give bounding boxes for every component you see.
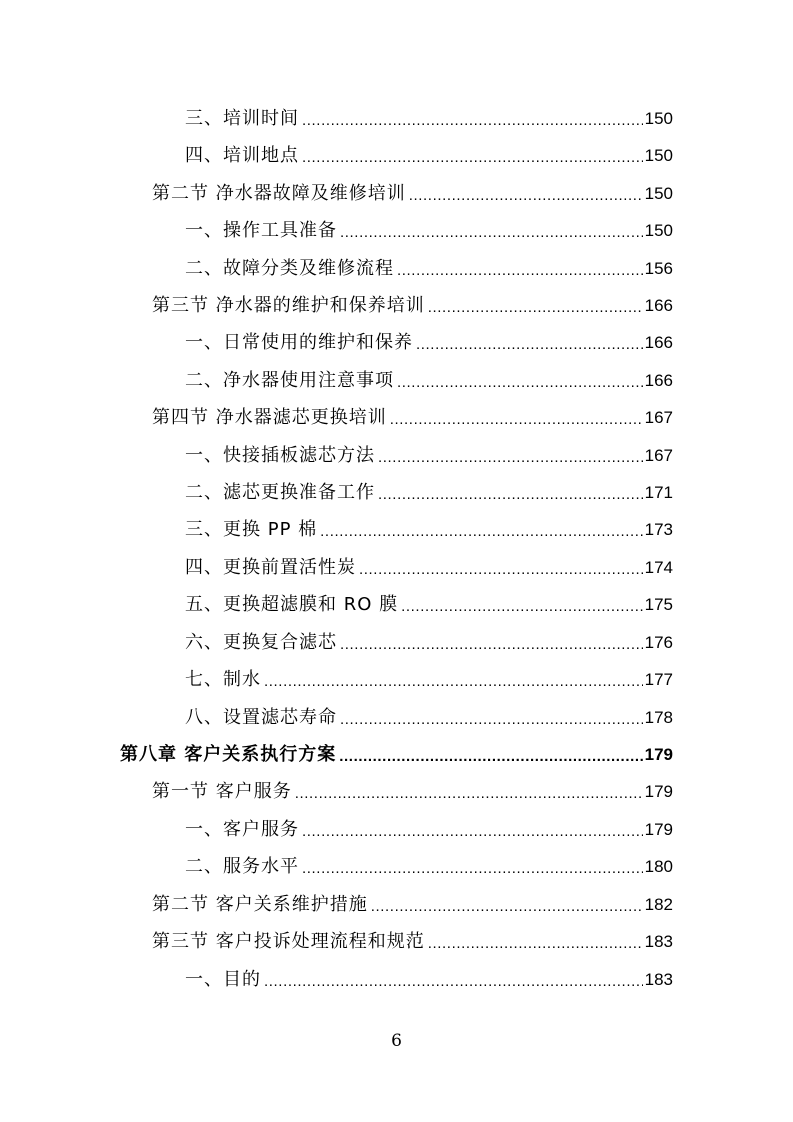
toc-entry-page: 166	[644, 371, 673, 390]
toc-entry-page: 167	[644, 408, 673, 427]
toc-entry-label: 七、制水	[185, 669, 261, 690]
toc-entry-label: 一、快接插板滤芯方法	[185, 445, 375, 466]
toc-leader-dots	[378, 482, 643, 504]
toc-entry-page: 150	[644, 109, 673, 128]
toc-entry-page: 156	[644, 259, 673, 278]
page-number: 6	[391, 1031, 402, 1051]
toc-leader-dots	[401, 594, 643, 616]
toc-entry-label: 一、日常使用的维护和保养	[185, 332, 413, 353]
toc-entry-page: 183	[644, 970, 673, 989]
toc-entry-page: 183	[644, 932, 673, 951]
toc-entry[interactable]	[152, 923, 673, 953]
toc-entry-label: 三、培训时间	[185, 108, 299, 129]
toc-leader-dots	[302, 819, 643, 841]
toc-entry-page: 178	[644, 708, 673, 727]
toc-entry-label: 第一节 客户服务	[152, 781, 292, 802]
toc-entry[interactable]	[152, 886, 673, 916]
toc-entry[interactable]	[185, 362, 673, 392]
toc-leader-dots	[340, 220, 643, 242]
toc-entry[interactable]	[152, 773, 673, 803]
toc-leader-dots	[320, 519, 642, 541]
toc-entry-label: 一、客户服务	[185, 819, 299, 840]
toc-entry-label: 二、净水器使用注意事项	[185, 370, 394, 391]
toc-entry-page: 177	[644, 670, 673, 689]
toc-entry[interactable]	[185, 811, 673, 841]
toc-entry[interactable]	[185, 549, 673, 579]
toc-entry-page: 167	[644, 446, 673, 465]
toc-leader-dots	[339, 744, 642, 766]
toc-entry-page: 150	[644, 221, 673, 240]
toc-entry-label: 第三节 净水器的维护和保养培训	[152, 295, 425, 316]
toc-leader-dots	[264, 969, 643, 991]
toc-entry[interactable]	[185, 624, 673, 654]
toc-entry-label: 第三节 客户投诉处理流程和规范	[152, 931, 425, 952]
toc-entry[interactable]	[185, 137, 673, 167]
toc-chapter-entry[interactable]	[120, 736, 673, 766]
toc-leader-dots	[359, 557, 643, 579]
toc-entry[interactable]	[185, 100, 673, 130]
toc-entry[interactable]	[185, 848, 673, 878]
toc-entry[interactable]	[152, 399, 673, 429]
toc-leader-dots	[302, 108, 643, 130]
toc-entry-label: 六、更换复合滤芯	[185, 632, 337, 653]
toc-leader-dots	[397, 258, 643, 280]
toc-entry[interactable]	[185, 212, 673, 242]
toc-entry[interactable]	[185, 699, 673, 729]
toc-entry-label: 第四节 净水器滤芯更换培训	[152, 407, 387, 428]
toc-leader-dots	[302, 145, 643, 167]
toc-entry-page: 150	[644, 184, 673, 203]
toc-entry[interactable]	[185, 661, 673, 691]
toc-entry-page: 166	[644, 333, 673, 352]
toc-leader-dots	[264, 669, 643, 691]
toc-entry-label: 二、服务水平	[185, 856, 299, 877]
toc-entry-page: 150	[644, 146, 673, 165]
toc-leader-dots	[295, 781, 643, 803]
toc-entry[interactable]	[185, 511, 673, 541]
toc-leader-dots	[397, 370, 643, 392]
toc-leader-dots	[390, 407, 643, 429]
toc-leader-dots	[371, 894, 643, 916]
toc-entry-page: 176	[644, 633, 673, 652]
toc-entry-label: 八、设置滤芯寿命	[185, 707, 337, 728]
toc-entry-label: 第二节 客户关系维护措施	[152, 894, 368, 915]
toc-entry-label: 三、更换 PP 棉	[185, 519, 318, 540]
toc-entry[interactable]	[185, 586, 673, 616]
toc-entry[interactable]	[152, 287, 673, 317]
toc-entry[interactable]	[185, 250, 673, 280]
toc-entry-page: 166	[644, 296, 673, 315]
toc-entry-page: 182	[644, 895, 673, 914]
toc-leader-dots	[340, 632, 643, 654]
toc-entry-page: 173	[644, 520, 673, 539]
toc-entry-label: 四、更换前置活性炭	[185, 557, 356, 578]
toc-entry-page: 175	[644, 595, 673, 614]
toc-entry-label: 第八章 客户关系执行方案	[120, 744, 337, 765]
toc-entry-label: 一、操作工具准备	[185, 220, 337, 241]
toc-entry[interactable]	[152, 175, 673, 205]
toc-leader-dots	[416, 332, 643, 354]
toc-leader-dots	[428, 931, 643, 953]
toc-entry-page: 179	[644, 820, 673, 839]
toc-entry-label: 五、更换超滤膜和 RO 膜	[185, 594, 399, 615]
toc-entry-page: 179	[644, 782, 673, 801]
toc-leader-dots	[302, 856, 643, 878]
toc-entry-label: 一、目的	[185, 969, 261, 990]
toc-leader-dots	[409, 183, 643, 205]
toc-entry-page: 171	[644, 483, 673, 502]
toc-leader-dots	[378, 445, 643, 467]
toc-entry-page: 180	[644, 857, 673, 876]
toc-entry-label: 四、培训地点	[185, 145, 299, 166]
toc-leader-dots	[428, 295, 643, 317]
toc-entry[interactable]	[185, 961, 673, 991]
toc-entry-label: 二、故障分类及维修流程	[185, 258, 394, 279]
toc-entry-page: 174	[644, 558, 673, 577]
toc-leader-dots	[340, 707, 643, 729]
toc-entry[interactable]	[185, 474, 673, 504]
toc-entry[interactable]	[185, 437, 673, 467]
toc-entry-page: 179	[644, 745, 673, 764]
toc-entry-label: 第二节 净水器故障及维修培训	[152, 183, 406, 204]
toc-entry-label: 二、滤芯更换准备工作	[185, 482, 375, 503]
toc-entry[interactable]	[185, 324, 673, 354]
